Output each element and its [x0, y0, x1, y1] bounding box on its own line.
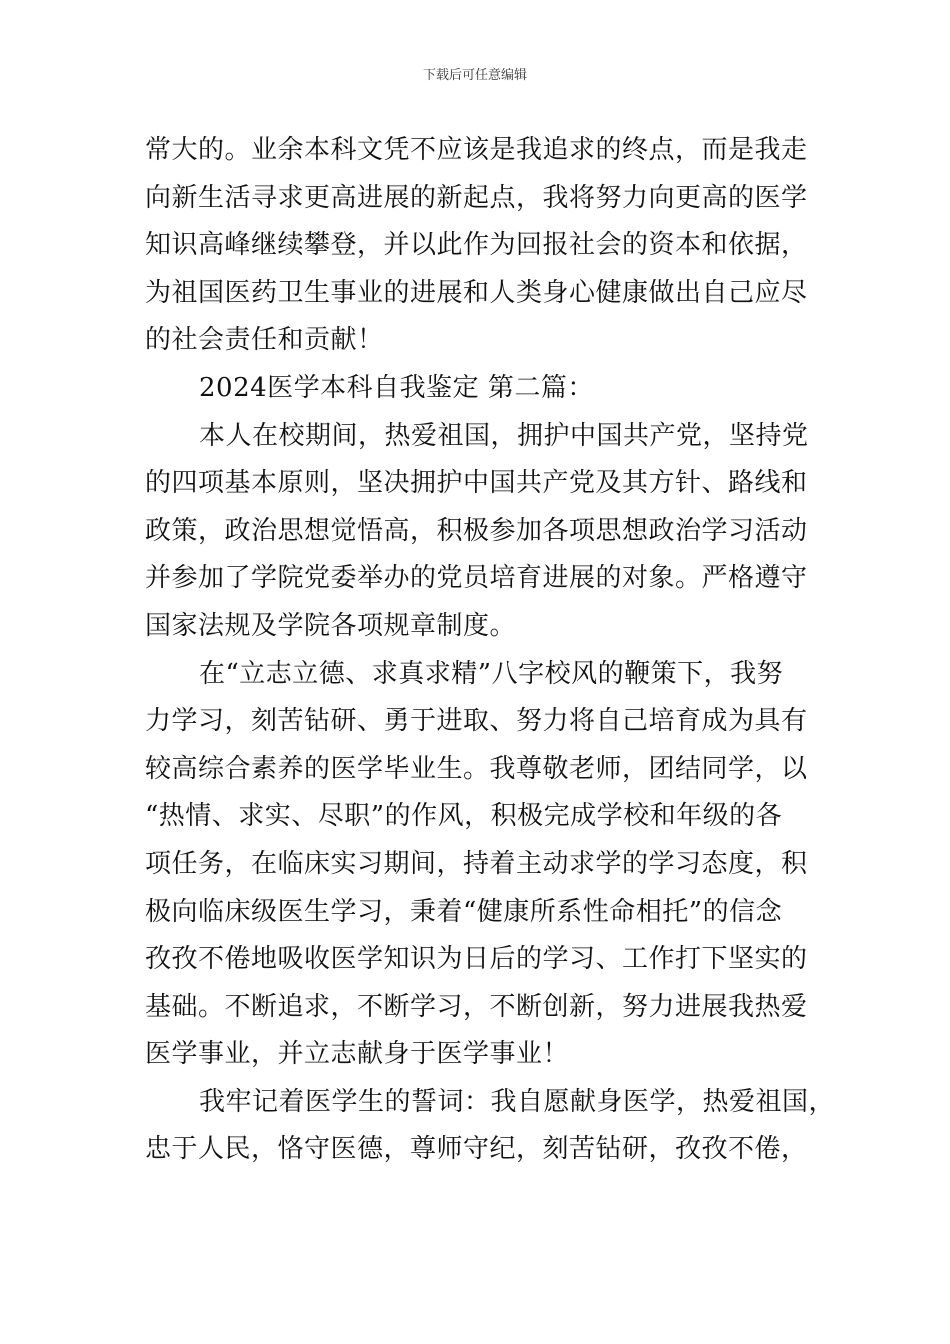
text-line: 国家法规及学院各项规章制度。 [145, 610, 517, 641]
text-line: “热情、求实、尽职”的作风，积极完成学校和年级的各 [145, 801, 783, 832]
text-line: 医学事业，并立志献身于医学事业！ [145, 1039, 570, 1070]
text-line: 忠于人民，恪守医德，尊师守纪，刻苦钻研，孜孜不倦， [145, 1134, 808, 1165]
text-line: 极向临床级医生学习，秉着“健康所系性命相托”的信念 [145, 896, 783, 927]
text-line: 项任务，在临床实习期间，持着主动求学的学习态度，积 [145, 848, 808, 879]
text-line: 基础。不断追求，不断学习，不断创新，努力进展我热爱 [145, 991, 808, 1022]
page-header: 下载后可任意编辑 [422, 68, 527, 83]
text-line: 为祖国医药卫生事业的进展和人类身心健康做出自己应尽 [145, 277, 808, 308]
text-line: 本人在校期间，热爱祖国，拥护中国共产党，坚持党 [199, 420, 809, 451]
text-line: 常大的。业余本科文凭不应该是我追求的终点，而是我走 [145, 135, 808, 165]
document-body [145, 127, 835, 1174]
text-line: 在“立志立德、求真求精”八字校风的鞭策下，我努 [199, 658, 784, 689]
text-line: 知识高峰继续攀登，并以此作为回报社会的资本和依据， [145, 230, 808, 261]
text-line: 的社会责任和贡献！ [145, 325, 384, 356]
text-line: 孜孜不倦地吸收医学知识为日后的学习、工作打下坚实的 [145, 944, 808, 975]
text-line: 政策，政治思想觉悟高，积极参加各项思想政治学习活动 [145, 515, 808, 546]
text-line: 较高综合素养的医学毕业生。我尊敬老师，团结同学，以 [145, 753, 808, 784]
text-line: 我牢记着医学生的誓词：我自愿献身医学，热爱祖国， [199, 1086, 836, 1117]
text-line: 向新生活寻求更高进展的新起点，我将努力向更高的医学 [145, 182, 808, 213]
text-line: 的四项基本原则，坚决拥护中国共产党及其方针、路线和 [145, 468, 808, 499]
section-heading: 2024医学本科自我鉴定 第二篇： [199, 372, 594, 403]
text-line: 并参加了学院党委举办的党员培育进展的对象。严格遵守 [145, 563, 808, 594]
text-line: 力学习，刻苦钻研、勇于进取、努力将自己培育成为具有 [145, 706, 808, 737]
